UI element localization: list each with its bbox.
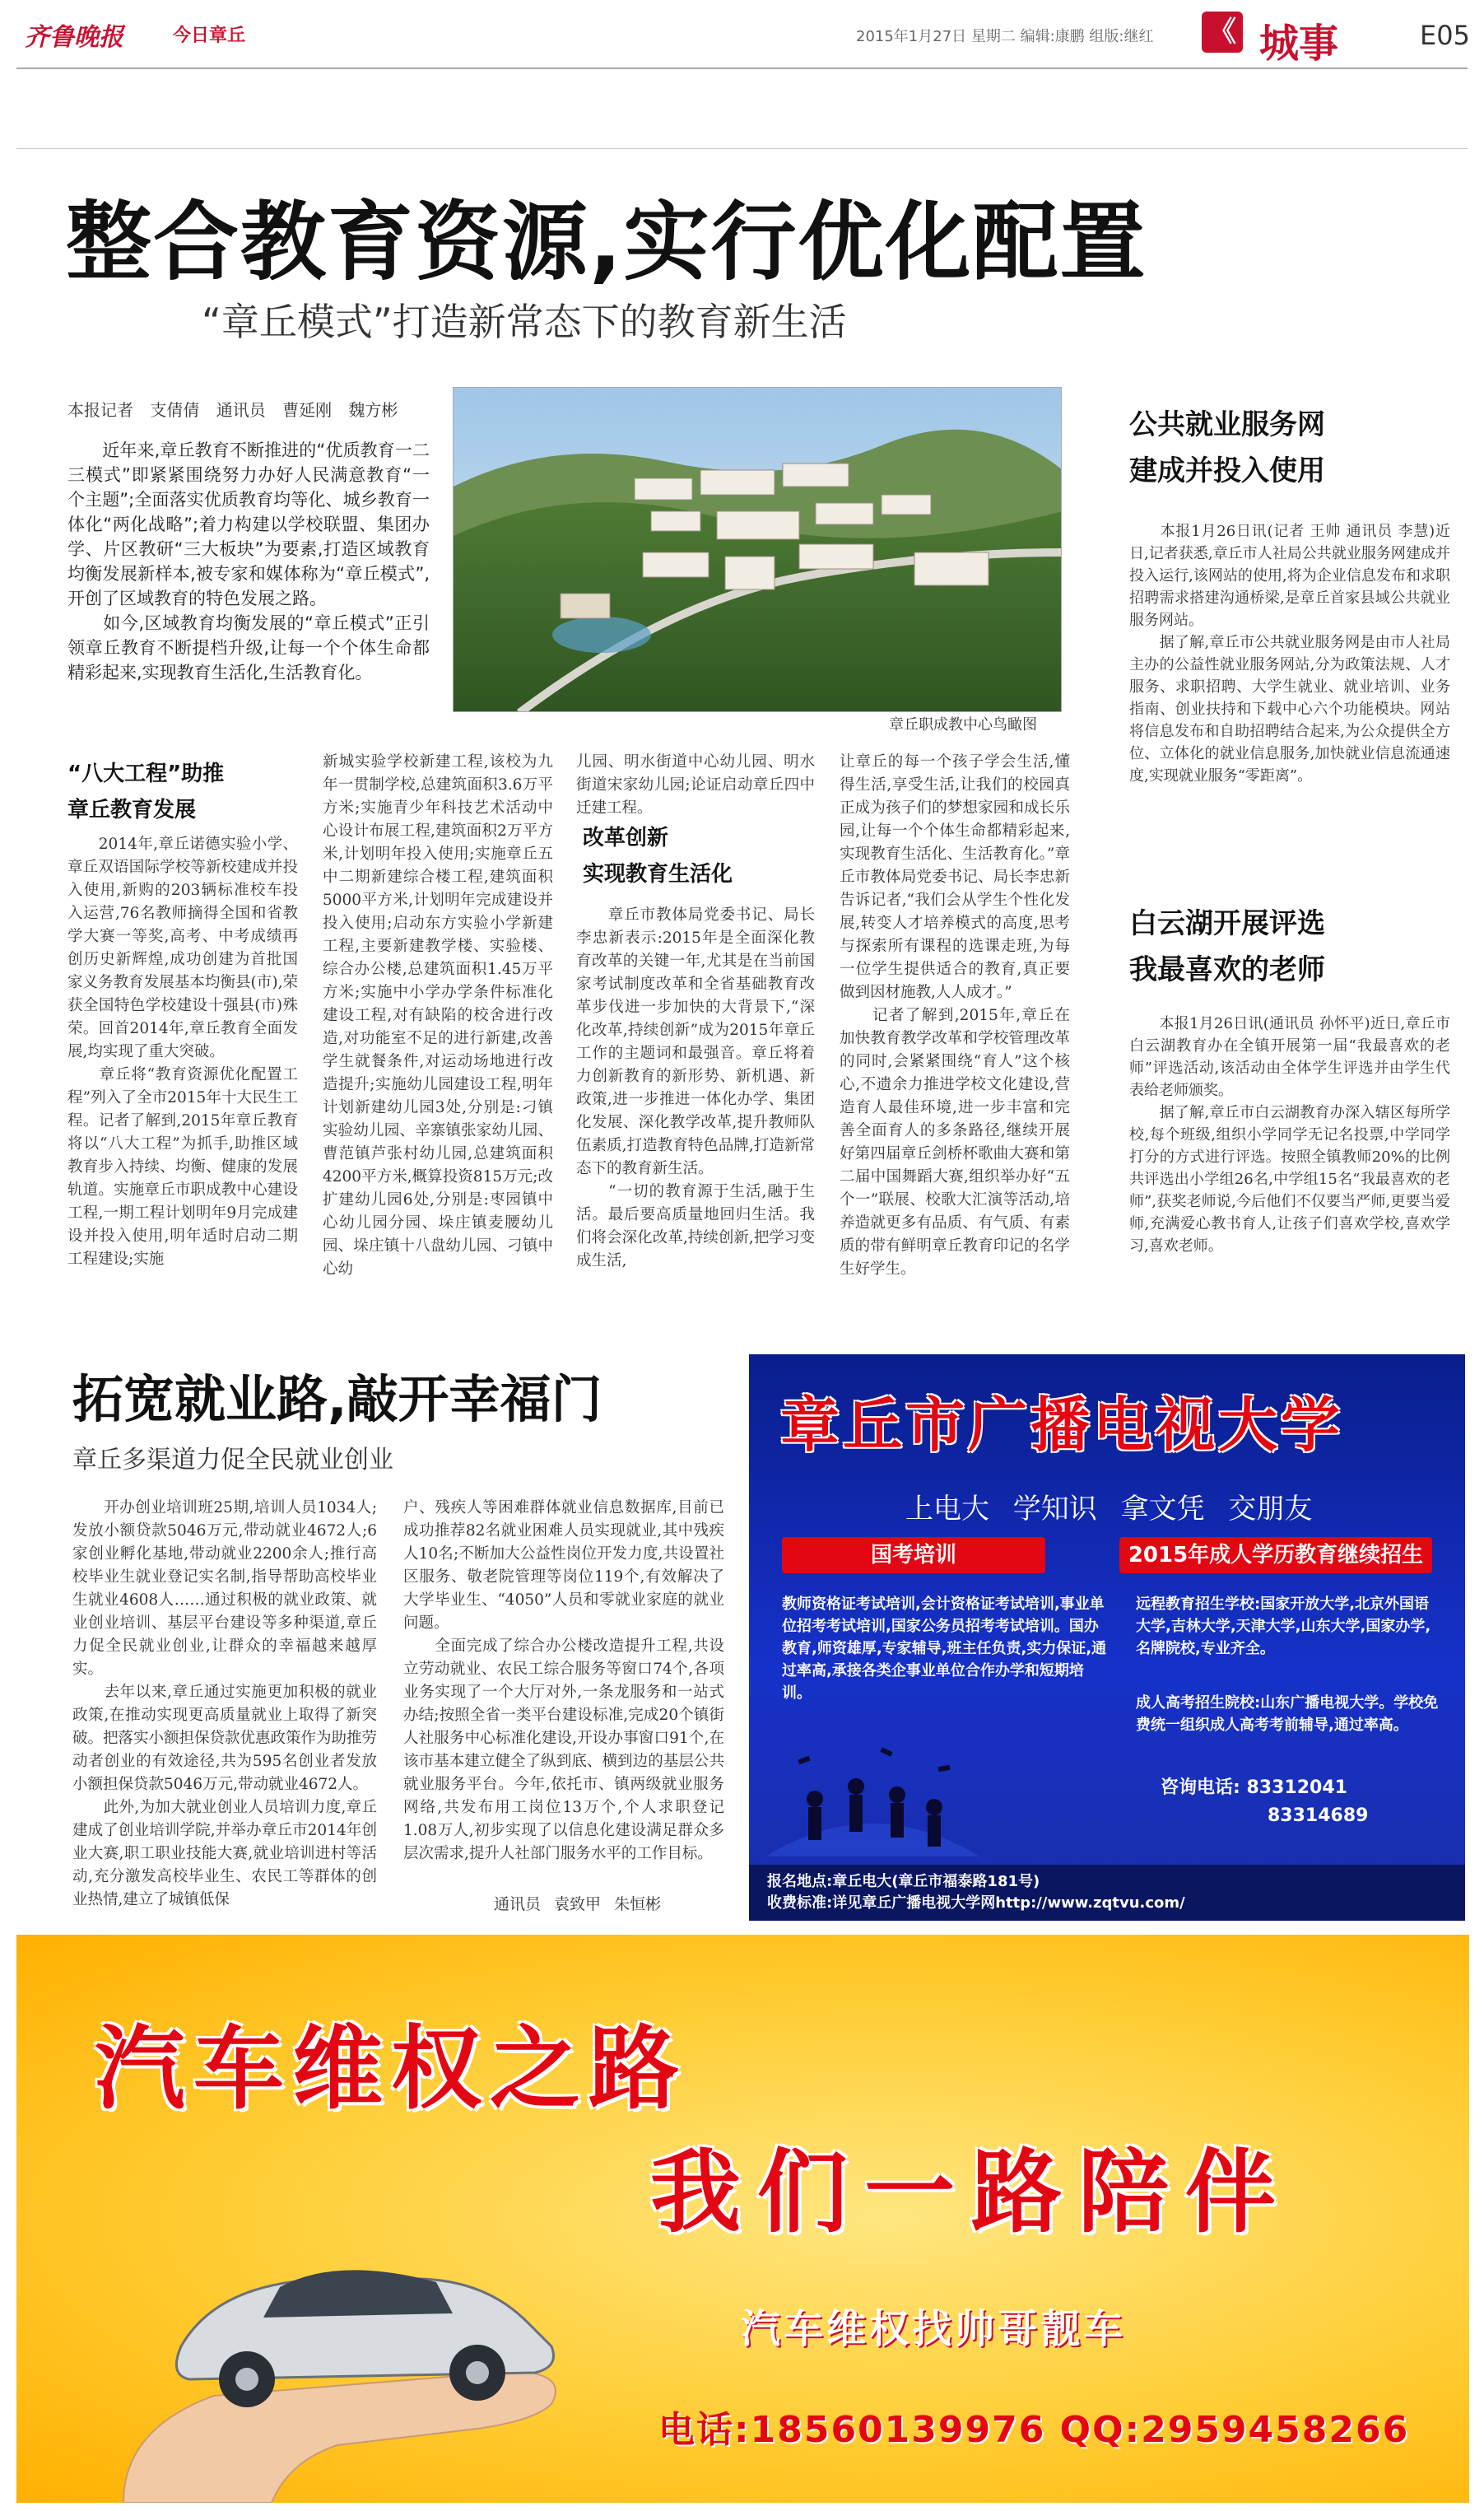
ad-tag-enrollment: 2015年成人学历教育继续招生 (1119, 1537, 1432, 1573)
car-ad-line2: 我们一路陪伴 (650, 2139, 1292, 2245)
car-ad-line1: 汽车维权之路 (95, 2015, 687, 2122)
byline: 本报记者 支倩倩 通讯员 曹延刚 魏方彬 (67, 400, 398, 420)
title-line: 建成并投入使用 (1129, 454, 1325, 487)
ad-body-left: 教师资格证考试培训,会计资格证考试培训,事业单位招考考试培训,国家公务员招考考试培训。国办教育,师资雄厚,专家辅导,班主任负责,实力保证,通过率高,承接各类企事业单位合作办学和短期培训。 (782, 1596, 1107, 1702)
car-ad-contact[interactable]: 电话:18560139976 QQ:2959458266 (658, 2409, 1410, 2451)
article2-subhead: 章丘多渠道力促全民就业创业 (72, 1446, 393, 1474)
main-headline: 整合教育资源,实行优化配置 (66, 192, 1147, 292)
article1-column-3b: 章丘市教体局党委书记、局长李忠新表示:2015年是全面深化教育改革的关键一年,尤其是在当前国家考试制度改革和全省基础教育改革步伐进一步加快的大背景下,“深化改革,持续创新”成为2015年章丘工作的主题词和最强音。章丘将着力创新教育的新形势、新机遇、新政策,进一步推进一体化办学、集团化发展、深化教学改革,提升教师队伍素质,打造教育特色品牌,打造新常态下的教育新生活。 “一切的教育源于生活,融于生活。最后要高质量地回归生活。我们将会深化改革,持续创新,把学习变成生活, (576, 906, 815, 1269)
graduates-illustration (765, 1741, 979, 1856)
ad-footer-address: 报名地点:章丘电大(章丘市福泰路181号) (767, 1873, 1040, 1890)
subhead-line: “八大工程”助推 (67, 762, 225, 786)
sidebar-story2-body: 本报1月26日讯(通讯员 孙怀平)近日,章丘市白云湖教育办在全镇开展第一届“我最喜欢的老师”评选活动,该活动由全体学生评选并由学生代表给老师颁奖。 据了解,章丘市白云湖教育办深入辖区每所学校,每个班级,组织小学同学无记名投票,中学同学打分的方式进行评选。按照全镇教师20%的比例共评选出小学组26名,中学组15名“我最喜欢的老师”,获奖老师说,今后他们不仅要当严师,更要当爱师,充满爱心教书育人,让孩子们喜欢学校,喜欢学习,喜欢老师。 (1129, 1015, 1450, 1255)
subhead-line: 章丘教育发展 (67, 798, 197, 822)
phone-2[interactable]: 83314689 (1268, 1805, 1369, 1826)
article1-column-1: 2014年,章丘诺德实验小学、章丘双语国际学校等新校建成并投入使用,新购的203辆标准校车投入运营,76名教师摘得全国和省教学大赛一等奖,高考、中考成绩再创历史新辉煌,成功创建为首批国家义务教育发展基本均衡县(市),荣获全国特色学校建设十强县(市)殊荣。回首2014年,章丘教育全面发展,均实现了重大突破。 章丘将“教育资源优化配置工程”列入了全市2015年十大民生工程。记者了解到,2015年章丘教育将以“八大工程”为抓手,助推区域教育步入持续、均衡、健康的发展轨道。实施章丘市职成教中心建设工程,一期工程计划明年9月完成建设并投入使用,明年适时启动二期工程建设;实施 (67, 836, 298, 1268)
article1-column-2: 新城实验学校新建工程,该校为九年一贯制学校,总建筑面积3.6万平方米;实施青少年科技艺术活动中心设计布展工程,建筑面积2万平方米,计划明年投入使用;实施章丘五中二期新建综合楼工程,建筑面积5000平方米,计划明年完成建设并投入使用;启动东方实验小学新建工程,主要新建教学楼、实验楼、综合办公楼,总建筑面积1.45万平方米;实施中小学办学条件标准化建设工程,对有缺陷的校舍进行改造,对功能室不足的进行新建,改善学生就餐条件,对运动场地进行改造提升;实施幼儿园建设工程,明年计划新建幼儿园3处,分别是:刁镇实验幼儿园、辛寨镇张家幼儿园、曹范镇芦张村幼儿园,总建筑面积4200平方米,概算投资815万元;改扩建幼儿园6处,分别是:枣园镇中心幼儿园分园、垛庄镇麦腰幼儿园、垛庄镇十八盘幼儿园、刁镇中心幼 (323, 753, 553, 1278)
sidebar-story2-title (1129, 901, 1325, 993)
subhead-line: 实现教育生活化 (583, 862, 733, 887)
page-number: E05 (1420, 20, 1470, 51)
article2-column-1: 开办创业培训班25期,培训人员1034人;发放小额贷款5046万元,带动就业4672人;6家创业孵化基地,带动就业2200余人;推行高校毕业生就业登记实名制,指导帮助高校毕业生就业4608人……通过积极的就业政策、就业创业培训、基层平台建设等多种渠道,章丘力促全民就业创业,让群众的幸福越来越厚实。 去年以来,章丘通过实施更加积极的就业政策,在推动实现更高质量就业上取得了新突破。把落实小额担保贷款优惠政策作为助推劳动者创业的有效途径,共为595名创业者发放小额担保贷款5046万元,带动就业4672人。 此外,为加大就业创业人员培训力度,章丘建成了创业培训学院,并举办章丘市2014年创业大赛,职工职业技能大赛,就业培训进村等活动,充分激发高校毕业生、农民工等群体的创业热情,建立了城镇低保 (72, 1499, 378, 1908)
ad-tag-exam-training: 国考培训 (782, 1537, 1045, 1573)
hand-with-car-icon (91, 2182, 584, 2503)
section-name: 城事 (1259, 21, 1339, 67)
photo-caption: 章丘职成教中心鸟瞰图 (889, 716, 1037, 734)
campus-aerial-photo (453, 387, 1062, 712)
article1-column-4: 让章丘的每一个孩子学会生活,懂得生活,享受生活,让我们的校园真正成为孩子们的梦想家园和成长乐园,让每一个个体生命都精彩起来,实现教育生活化、生活教育化。”章丘市教体局党委书记、局长李忠新告诉记者,“我们会从学生个性化发展,转变人才培养模式的高度,思考与探索所有课程的选课走班,为每一位学生提供适合的教育,真正要做到因材施教,人人成才。” 记者了解到,2015年,章丘在加快教育教学改革和学校管理改革的同时,会紧紧围绕“育人”这个核心,不遗余力推进学校文化建设,营造育人最佳环境,进一步丰富和完善全面育人的多条路径,继续开展好第四届章丘剑桥杯歌曲大赛和第二届中国舞蹈大赛,组织举办好“五个一”联展、校歌大汇演等活动,培养造就更多有品质、有气质、有素质的带有鲜明章丘教育印记的名学生好学生。 (840, 753, 1070, 1278)
contact-label: 咨询电话: (1161, 1777, 1240, 1798)
header-divider-2 (16, 148, 1468, 149)
ad-footer-fees[interactable]: 收费标准:详见章丘广播电视大学网http://www.zqtvu.com/ (767, 1894, 1185, 1912)
article2-credit: 通讯员 袁致甲 朱恒彬 (494, 1895, 662, 1913)
title-line: 我最喜欢的老师 (1129, 953, 1325, 986)
subhead-eight-projects (67, 756, 224, 828)
title-line: 白云湖开展评选 (1129, 907, 1325, 940)
ad-footer (749, 1865, 1465, 1921)
section-label: 今日章丘 (173, 26, 246, 46)
ad-contact[interactable] (1161, 1774, 1368, 1830)
newspaper-masthead: 齐鲁晚报 (25, 23, 123, 52)
intro-paragraph: 近年来,章丘教育不断推进的“优质教育一二三模式”即紧紧围绕努力办好人民满意教育“一个主题”;全面落实优质教育均等化、城乡教育一体化“两化战略”;着力构建以学校联盟、集团办学、片区教研“三大板块”为要素,打造区域教育均衡发展新样本,被专家和媒体称为“章丘模式”,开创了区域教育的特色发展之路。 如今,区域教育均衡发展的“章丘模式”正引领章丘教育不断提档升级,让每一个个体生命都精彩起来,实现教育生活化,生活教育化。 (67, 440, 430, 682)
sidebar-story1-title (1129, 402, 1325, 494)
dateline: 2015年1月27日 星期二 编辑:康鹏 组版:继红 (856, 28, 1154, 45)
car-ad-tagline: 汽车维权找帅哥靓车 (741, 2306, 1127, 2352)
section-logo-icon: 《 (1202, 12, 1243, 53)
ad-title: 章丘市广播电视大学 (780, 1391, 1344, 1460)
subhead-line: 改革创新 (583, 826, 669, 850)
subhead-reform (583, 820, 733, 892)
tv-university-ad[interactable] (749, 1354, 1465, 1921)
sidebar-story1-body: 本报1月26日讯(记者 王帅 通讯员 李慧)近日,记者获悉,章丘市人社局公共就业服务网建成并投入运行,该网站的使用,将为企业信息发布和求职招聘需求搭建沟通桥梁,是章丘首家县域公共就业服务网站。 据了解,章丘市公共就业服务网是由市人社局主办的公益性就业服务网站,分为政策法规、人才服务、求职招聘、大学生就业、就业培训、业务指南、创业扶持和下载中心六个功能模块。网站将信息发布和自助招聘结合起来,为公众提供全方位、立体化的就业信息服务,加快就业信息流通速度,实现就业服务“零距离”。 (1129, 523, 1450, 785)
article2-column-2: 户、残疾人等困难群体就业信息数据库,目前已成功推荐82名就业困难人员实现就业,其中残疾人10名;不断加大公益性岗位开发力度,共设置社区服务、敬老院管理等岗位119个,有效解决了大学毕业生、“4050”人员和零就业家庭的就业问题。 全面完成了综合办公楼改造提升工程,共设立劳动就业、农民工综合服务等窗口74个,各项业务实现了一个大厅对外,一条龙服务和一站式办结;按照全省一类平台建设标准,完成20个镇街人社服务中心标准化建设,开设办事窗口91个,在该市基本建立健全了纵到底、横到边的基层公共就业服务平台。今年,依托市、镇两级就业服务网络,共发布用工岗位13万个,个人求职登记1.08万人,初步实现了以信息化建设满足群众多层次需求,提升人社部门服务水平的工作目标。 (403, 1499, 724, 1862)
phone-1[interactable]: 83312041 (1246, 1777, 1347, 1798)
ad-body-right-1: 远程教育招生学校:国家开放大学,北京外国语大学,吉林大学,天津大学,山东大学,国家办学,名牌院校,专业齐全。 (1136, 1596, 1431, 1657)
header-divider (16, 68, 1468, 69)
article1-column-3a: 儿园、明水街道中心幼儿园、明水街道宋家幼儿园;论证启动章丘四中迁建工程。 (576, 753, 815, 817)
main-subhead: “章丘模式”打造新常态下的教育新生活 (202, 300, 847, 344)
car-rights-ad[interactable] (16, 1935, 1469, 2503)
article2-headline: 拓宽就业路,敲开幸福门 (72, 1369, 602, 1429)
title-line: 公共就业服务网 (1129, 408, 1325, 441)
ad-body-right-2: 成人高考招生院校:山东广播电视大学。学校免费统一组织成人高考考前辅导,通过率高。 (1136, 1694, 1439, 1734)
ad-slogan: 上电大 学知识 拿文凭 交朋友 (905, 1493, 1313, 1526)
